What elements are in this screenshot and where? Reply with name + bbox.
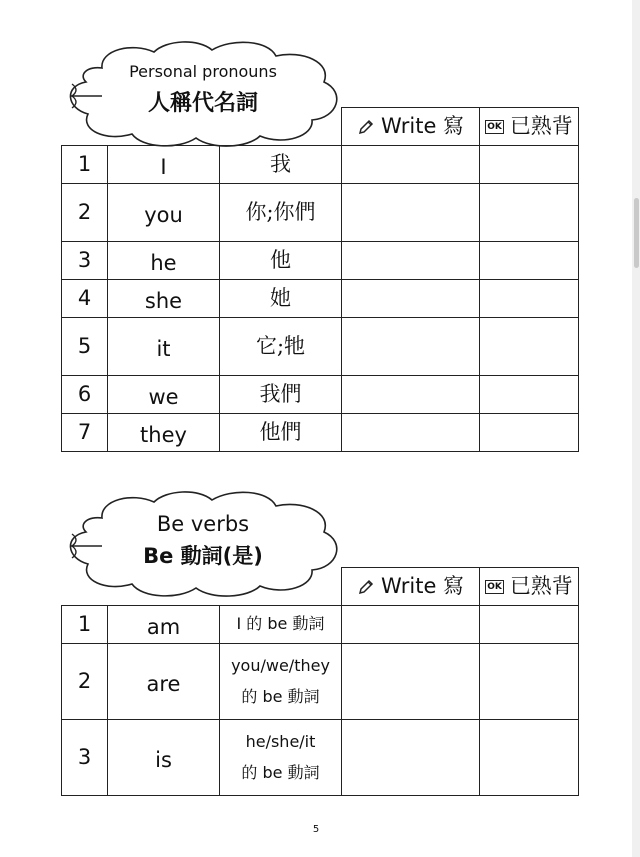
chinese-meaning: 它;牠	[220, 318, 342, 376]
english-word: you	[108, 184, 220, 242]
row-number: 6	[62, 376, 108, 414]
vertical-scrollbar[interactable]	[632, 0, 640, 857]
write-cell[interactable]	[342, 606, 480, 644]
header-blank	[62, 568, 342, 606]
write-cell[interactable]	[342, 184, 480, 242]
scrollbar-thumb[interactable]	[634, 198, 639, 268]
row-number: 1	[62, 146, 108, 184]
table-row	[62, 720, 579, 796]
row-number: 3	[62, 242, 108, 280]
table-row	[62, 184, 579, 242]
ok-checkbox-icon: OK	[487, 121, 502, 132]
meaning-line: he/she/it	[245, 732, 316, 752]
write-cell[interactable]	[342, 318, 480, 376]
memorized-cell[interactable]	[480, 146, 579, 184]
meaning-line: you/we/they	[231, 656, 330, 676]
memorized-cell[interactable]	[480, 184, 579, 242]
memorized-cell[interactable]	[480, 720, 579, 796]
memorized-cell[interactable]	[480, 376, 579, 414]
vocab-table	[61, 567, 579, 796]
chinese-meaning	[220, 644, 342, 720]
english-word: they	[108, 414, 220, 452]
table-row	[62, 146, 579, 184]
row-number: 1	[62, 606, 108, 644]
row-number: 5	[62, 318, 108, 376]
row-number: 7	[62, 414, 108, 452]
write-cell[interactable]	[342, 720, 480, 796]
chinese-meaning	[220, 720, 342, 796]
pencil-icon	[357, 118, 375, 136]
write-cell[interactable]	[342, 280, 480, 318]
memorized-cell[interactable]	[480, 606, 579, 644]
chinese-meaning: 她	[220, 280, 342, 318]
memorized-label: 已熟背	[509, 113, 573, 138]
memorized-column-header	[480, 108, 579, 146]
table-row	[62, 644, 579, 720]
english-word: am	[108, 606, 220, 644]
section-title-english: Personal pronouns	[129, 62, 277, 81]
english-word: is	[108, 720, 220, 796]
english-word: he	[108, 242, 220, 280]
chinese-meaning: 我們	[220, 376, 342, 414]
english-word: are	[108, 644, 220, 720]
write-column-header	[342, 108, 480, 146]
memorized-cell[interactable]	[480, 280, 579, 318]
row-number: 3	[62, 720, 108, 796]
page-number: 5	[312, 824, 320, 835]
english-word: she	[108, 280, 220, 318]
chinese-meaning: 他們	[220, 414, 342, 452]
table-row	[62, 242, 579, 280]
vocab-table	[61, 107, 579, 452]
english-word: I	[108, 146, 220, 184]
write-cell[interactable]	[342, 242, 480, 280]
write-cell[interactable]	[342, 644, 480, 720]
table-row	[62, 318, 579, 376]
meaning-line: I 的 be 動詞	[236, 614, 325, 634]
chinese-meaning	[220, 606, 342, 644]
section-title-chinese: 人稱代名詞	[147, 91, 258, 116]
memorized-cell[interactable]	[480, 414, 579, 452]
english-word: we	[108, 376, 220, 414]
write-cell[interactable]	[342, 376, 480, 414]
row-number: 2	[62, 184, 108, 242]
meaning-line: 的 be 動詞	[241, 762, 320, 782]
row-number: 4	[62, 280, 108, 318]
memorized-cell[interactable]	[480, 318, 579, 376]
write-cell[interactable]	[342, 414, 480, 452]
meaning-line: 的 be 動詞	[241, 686, 320, 706]
table-header-row	[62, 568, 579, 606]
section-title-chinese: Be 動詞(是)	[143, 544, 263, 568]
write-label: Write 寫	[380, 113, 465, 138]
chinese-meaning: 你;你們	[220, 184, 342, 242]
section-title-english: Be verbs	[156, 512, 250, 536]
memorized-cell[interactable]	[480, 644, 579, 720]
memorized-column-header	[480, 568, 579, 606]
table-row	[62, 376, 579, 414]
write-cell[interactable]	[342, 146, 480, 184]
write-label: Write 寫	[380, 573, 465, 598]
table-header-row	[62, 108, 579, 146]
memorized-label: 已熟背	[509, 573, 573, 598]
write-column-header	[342, 568, 480, 606]
memorized-cell[interactable]	[480, 242, 579, 280]
header-blank	[62, 108, 342, 146]
english-word: it	[108, 318, 220, 376]
table-row	[62, 606, 579, 644]
table-row	[62, 280, 579, 318]
ok-checkbox-icon: OK	[487, 581, 502, 592]
pencil-icon	[357, 578, 375, 596]
chinese-meaning: 他	[220, 242, 342, 280]
table-row	[62, 414, 579, 452]
row-number: 2	[62, 644, 108, 720]
chinese-meaning: 我	[220, 146, 342, 184]
